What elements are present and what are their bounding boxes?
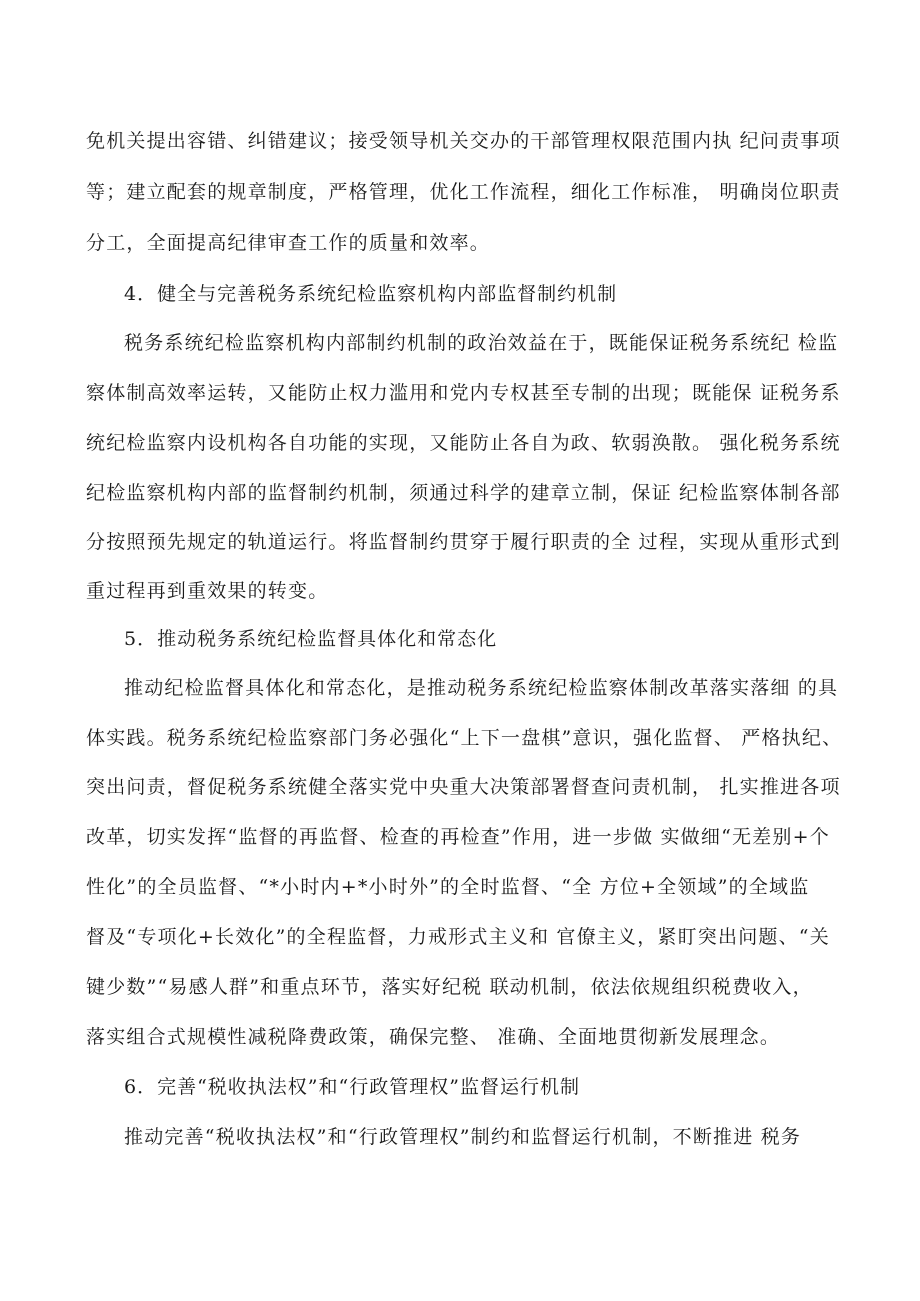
- paragraph-line: 分工，全面提高纪律审查工作的质量和效率。: [86, 232, 491, 254]
- paragraph-line: 推动完善“税收执法权”和“行政管理权”制约和监督运行机制，不断推进 税务: [124, 1126, 802, 1148]
- paragraph-line: 体实践。税务系统纪检监察部门务必强化“上下一盘棋”意识，强化监督、 严格执纪、: [86, 727, 843, 749]
- paragraph-line: 改革，切实发挥“监督的再监督、检查的再检查”作用，进一步做 实做细“无差别+个: [86, 826, 830, 848]
- section-heading-5: 5．推动税务系统纪检监督具体化和常态化: [124, 628, 498, 650]
- paragraph-line: 等；建立配套的规章制度，严格管理，优化工作流程，细化工作标准， 明确岗位职责: [86, 181, 841, 203]
- paragraph-line: 突出问责，督促税务系统健全落实党中央重大决策部署督查问责机制， 扎实推进各项: [86, 776, 841, 798]
- paragraph-line: 键少数”“易感人群”和重点环节，落实好纪税 联动机制，依法依规组织税费收入，: [86, 976, 813, 998]
- paragraph-line: 落实组合式规模性减税降费政策，确保完整、 准确、全面地贯彻新发展理念。: [86, 1026, 781, 1048]
- section-heading-4: 4．健全与完善税务系统纪检监察机构内部监督制约机制: [124, 283, 618, 305]
- paragraph-line: 推动纪检监督具体化和常态化，是推动税务系统纪检监察体制改革落实落细 的具: [124, 677, 839, 699]
- paragraph-line: 重过程再到重效果的转变。: [86, 580, 329, 602]
- paragraph-line: 察体制高效率运转，又能防止权力滥用和党内专权甚至专制的出现；既能保 证税务系: [86, 382, 841, 404]
- paragraph-line: 督及“专项化+长效化”的全程监督，力戒形式主义和 官僚主义，紧盯突出问题、“关: [86, 926, 830, 948]
- paragraph-line: 纪检监察机构内部的监督制约机制，须通过科学的建章立制，保证 纪检监察体制各部: [86, 482, 841, 504]
- paragraph-line: 税务系统纪检监察机构内部制约机制的政治效益在于，既能保证税务系统纪 检监: [124, 332, 839, 354]
- paragraph-line: 分按照预先规定的轨道运行。将监督制约贯穿于履行职责的全 过程，实现从重形式到: [86, 531, 841, 553]
- paragraph-line: 统纪检监察内设机构各自功能的实现，又能防止各自为政、软弱涣散。 强化税务系统: [86, 432, 841, 454]
- paragraph-line: 免机关提出容错、纠错建议；接受领导机关交办的干部管理权限范围内执 纪问责事项: [86, 130, 841, 152]
- section-heading-6: 6．完善“税收执法权”和“行政管理权”监督运行机制: [124, 1076, 580, 1098]
- paragraph-line: 性化”的全员监督、“*小时内+*小时外”的全时监督、“全 方位+全领域”的全域监: [86, 876, 810, 898]
